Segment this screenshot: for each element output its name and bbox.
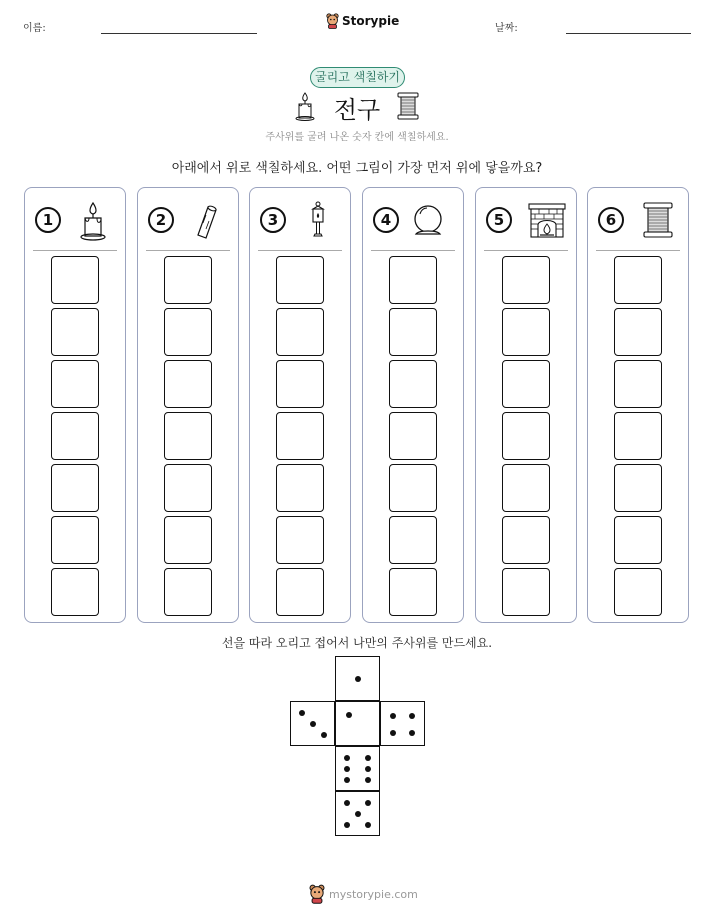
column-number: 6 xyxy=(598,207,624,233)
candle-icon xyxy=(79,201,107,241)
column-number: 4 xyxy=(373,207,399,233)
page-title: 전구 xyxy=(333,96,381,124)
lantern-icon xyxy=(304,201,332,241)
color-box[interactable] xyxy=(164,360,212,408)
dice-face-1 xyxy=(335,701,380,746)
brand-name: Storypie xyxy=(342,14,400,28)
color-box[interactable] xyxy=(276,412,324,460)
column-divider xyxy=(258,250,342,251)
color-box[interactable] xyxy=(164,256,212,304)
footer-site[interactable]: mystorypie.com xyxy=(329,887,418,901)
name-line xyxy=(101,33,257,34)
color-box[interactable] xyxy=(614,360,662,408)
color-box[interactable] xyxy=(276,360,324,408)
dice-pip xyxy=(365,755,371,761)
name-label: 이름: xyxy=(23,23,46,34)
dice-pip xyxy=(390,713,396,719)
mascot-icon xyxy=(326,13,339,29)
column-number: 2 xyxy=(148,207,174,233)
color-box[interactable] xyxy=(51,308,99,356)
color-box[interactable] xyxy=(51,516,99,564)
mascot-icon xyxy=(309,884,325,904)
worksheet-badge: 굴리고 색칠하기 xyxy=(310,67,405,88)
dice-pip xyxy=(365,800,371,806)
brand-logo xyxy=(326,13,399,29)
dice-face-5 xyxy=(335,791,380,836)
column-divider xyxy=(33,250,117,251)
color-box[interactable] xyxy=(51,568,99,616)
color-box[interactable] xyxy=(614,568,662,616)
color-box[interactable] xyxy=(502,360,550,408)
color-box[interactable] xyxy=(389,256,437,304)
color-box[interactable] xyxy=(51,360,99,408)
color-box[interactable] xyxy=(276,568,324,616)
color-box[interactable] xyxy=(164,568,212,616)
worksheet-subtitle: 주사위를 굴려 나온 숫자 칸에 색칠하세요. xyxy=(265,132,449,143)
log-icon xyxy=(192,201,220,241)
color-box[interactable] xyxy=(389,568,437,616)
column-divider xyxy=(596,250,680,251)
column-3 xyxy=(249,187,351,623)
dice-face-3 xyxy=(290,701,335,746)
column-divider xyxy=(484,250,568,251)
footer xyxy=(309,884,418,904)
dice-pip xyxy=(409,713,415,719)
date-line xyxy=(566,33,691,34)
dice-pip xyxy=(344,800,350,806)
color-box[interactable] xyxy=(614,308,662,356)
dice-pip xyxy=(365,766,371,772)
column-divider xyxy=(146,250,230,251)
color-box[interactable] xyxy=(276,256,324,304)
thread-spool-icon xyxy=(396,91,420,121)
color-box[interactable] xyxy=(502,256,550,304)
color-box[interactable] xyxy=(276,308,324,356)
color-box[interactable] xyxy=(389,516,437,564)
color-box[interactable] xyxy=(614,256,662,304)
dice-caption: 선을 따라 오리고 접어서 나만의 주사위를 만드세요. xyxy=(221,636,493,650)
dice-pip xyxy=(310,721,316,727)
dice-pip xyxy=(409,730,415,736)
dice-pip xyxy=(299,710,305,716)
color-box[interactable] xyxy=(276,516,324,564)
column-number: 1 xyxy=(35,207,61,233)
color-box[interactable] xyxy=(502,464,550,512)
color-box[interactable] xyxy=(51,256,99,304)
color-box[interactable] xyxy=(502,568,550,616)
color-box[interactable] xyxy=(389,464,437,512)
dice-pip xyxy=(346,712,352,718)
color-box[interactable] xyxy=(164,464,212,512)
column-number: 3 xyxy=(260,207,286,233)
color-box[interactable] xyxy=(502,412,550,460)
color-box[interactable] xyxy=(614,516,662,564)
color-box[interactable] xyxy=(51,464,99,512)
column-2 xyxy=(137,187,239,623)
column-number: 5 xyxy=(486,207,512,233)
color-box[interactable] xyxy=(164,516,212,564)
dice-pip xyxy=(365,822,371,828)
color-box[interactable] xyxy=(614,464,662,512)
color-box[interactable] xyxy=(164,412,212,460)
thread-spool-icon xyxy=(642,201,674,239)
worksheet-instruction: 아래에서 위로 색칠하세요. 어떤 그림이 가장 먼저 위에 닿을까요? xyxy=(171,161,543,176)
color-box[interactable] xyxy=(389,360,437,408)
color-box[interactable] xyxy=(389,412,437,460)
dice-pip xyxy=(344,755,350,761)
dice-face-6 xyxy=(335,746,380,791)
dice-face-4 xyxy=(380,701,425,746)
dice-face-1 xyxy=(335,656,380,701)
dice-pip xyxy=(390,730,396,736)
dice-pip xyxy=(344,822,350,828)
color-box[interactable] xyxy=(389,308,437,356)
column-6 xyxy=(587,187,689,623)
date-label: 날짜: xyxy=(495,23,518,34)
dice-pip xyxy=(355,676,361,682)
color-box[interactable] xyxy=(502,516,550,564)
dice-pip xyxy=(344,766,350,772)
dice-pip xyxy=(355,811,361,817)
fireplace-icon xyxy=(528,201,566,239)
color-box[interactable] xyxy=(164,308,212,356)
dice-pip xyxy=(344,777,350,783)
crystal-ball-icon xyxy=(411,201,445,241)
column-4 xyxy=(362,187,464,623)
column-divider xyxy=(371,250,455,251)
color-box[interactable] xyxy=(276,464,324,512)
dice-pip xyxy=(365,777,371,783)
column-1 xyxy=(24,187,126,623)
column-5 xyxy=(475,187,577,623)
color-box[interactable] xyxy=(51,412,99,460)
color-box[interactable] xyxy=(614,412,662,460)
color-box[interactable] xyxy=(502,308,550,356)
dice-pip xyxy=(321,732,327,738)
